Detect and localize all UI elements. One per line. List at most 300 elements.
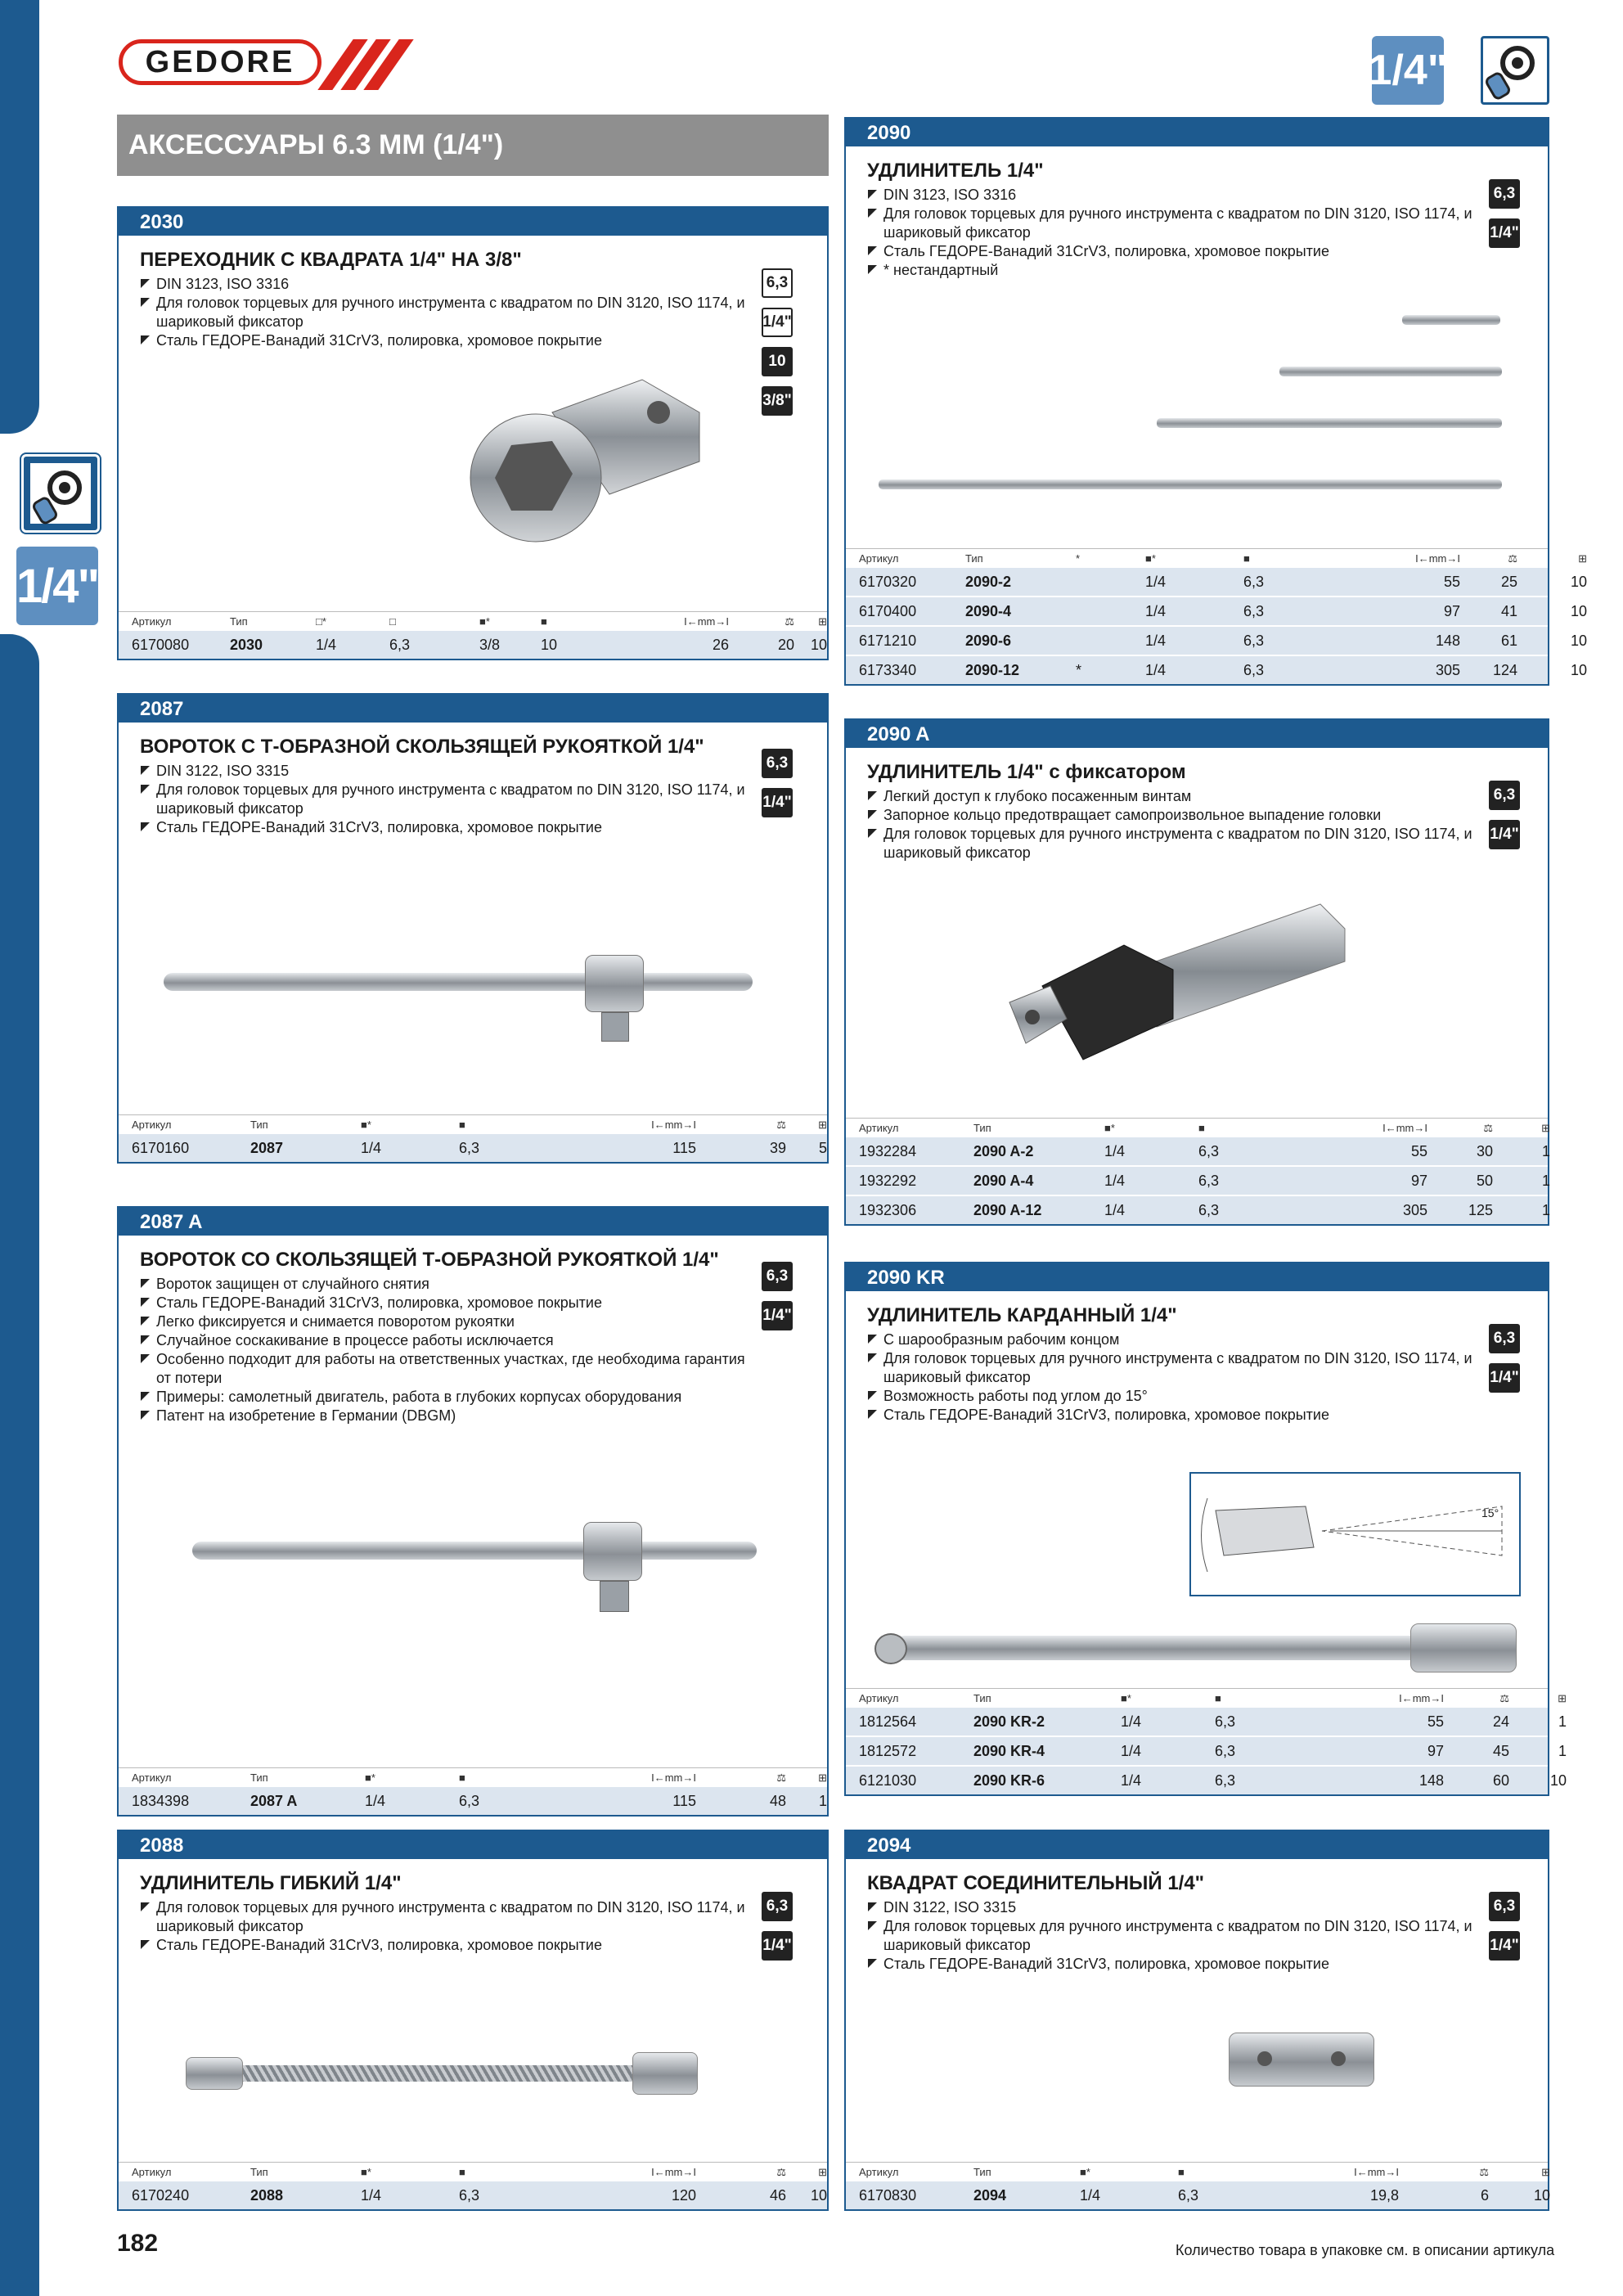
feature-item: Вороток защищен от случайного снятия bbox=[140, 1275, 762, 1294]
badge-6-3: 6,3 bbox=[1489, 1324, 1520, 1353]
table-cell: 10 bbox=[1570, 632, 1587, 649]
ball-end bbox=[874, 1633, 907, 1664]
product-code: 2090 KR bbox=[846, 1263, 1548, 1291]
table-header-cell: ■ bbox=[1198, 1122, 1205, 1134]
product-code: 2087 A bbox=[119, 1208, 827, 1236]
table-header-cell: ■* bbox=[365, 1772, 375, 1784]
table-cell: 6170830 bbox=[859, 2186, 917, 2204]
extension-bar-image bbox=[879, 479, 1502, 489]
product-card-2090 bbox=[844, 117, 1587, 686]
table-header-cell: I←mm→I bbox=[1415, 552, 1460, 565]
table-row bbox=[846, 596, 1587, 625]
table-header-cell: ■* bbox=[1145, 552, 1156, 565]
table-cell: 55 bbox=[1427, 1713, 1444, 1730]
feature-item: Для головок торцевых для ручного инструмента с квадратом по DIN 3120, ISO 1174, и шариковый фиксатор bbox=[140, 781, 762, 818]
table-cell: 2088 bbox=[250, 2186, 284, 2204]
table-cell: 2090-12 bbox=[965, 661, 1020, 678]
product-card-2090kr bbox=[844, 1262, 1567, 1796]
side-band-top bbox=[0, 0, 39, 434]
table-cell: 2030 bbox=[230, 636, 263, 653]
ratchet-icon bbox=[1481, 36, 1549, 105]
table-header-cell: ■ bbox=[1178, 2166, 1185, 2178]
table-cell: 6170160 bbox=[132, 1139, 190, 1156]
spec-badges bbox=[1489, 1892, 1520, 1961]
table-header-cell: Артикул bbox=[132, 1772, 172, 1784]
table-cell: 10 bbox=[1549, 1772, 1567, 1789]
feature-item: Особенно подходит для работы на ответственных участках, где необходима гарантия от потери bbox=[140, 1350, 762, 1388]
spec-table bbox=[846, 2162, 1548, 2209]
table-header-cell: ⚖ bbox=[776, 1772, 786, 1784]
table-cell: 25 bbox=[1500, 573, 1517, 590]
table-header-cell: Тип bbox=[250, 1772, 268, 1784]
table-cell: 1/4 bbox=[316, 636, 337, 653]
table-cell: 50 bbox=[1476, 1172, 1493, 1189]
t-handle-square bbox=[601, 1012, 629, 1042]
feature-list bbox=[867, 186, 1489, 280]
badge-1-4: 1/4" bbox=[1489, 1931, 1520, 1961]
feature-item: Случайное соскакивание в процессе работы исключается bbox=[140, 1331, 762, 1350]
feature-list bbox=[140, 1275, 762, 1425]
table-cell: 41 bbox=[1500, 602, 1517, 619]
feature-list bbox=[867, 787, 1489, 862]
table-cell: 6121030 bbox=[859, 1772, 917, 1789]
table-row bbox=[846, 1706, 1567, 1736]
table-cell: 1834398 bbox=[132, 1792, 190, 1809]
table-header-cell: ⊞ bbox=[818, 1772, 827, 1784]
table-header bbox=[119, 1767, 827, 1785]
table-cell: 1812572 bbox=[859, 1742, 917, 1759]
table-cell: 46 bbox=[769, 2186, 786, 2204]
table-header-cell: * bbox=[1076, 552, 1081, 565]
feature-item: * нестандартный bbox=[867, 261, 1489, 280]
badge-6-3: 6,3 bbox=[1489, 781, 1520, 810]
table-cell: 1/4 bbox=[1080, 2186, 1101, 2204]
table-cell: 6 bbox=[1480, 2186, 1489, 2204]
table-cell: 6,3 bbox=[459, 1139, 480, 1156]
table-cell: 6,3 bbox=[1243, 632, 1265, 649]
product-title: ПЕРЕХОДНИК С КВАДРАТА 1/4" НА 3/8" bbox=[140, 249, 522, 271]
badge-1-4: 1/4" bbox=[1489, 820, 1520, 849]
ratchet-icon bbox=[21, 454, 100, 533]
table-row bbox=[846, 1736, 1567, 1765]
table-cell: 1812564 bbox=[859, 1713, 917, 1730]
col-drive-in: □* bbox=[316, 615, 326, 628]
table-header-cell: Тип bbox=[973, 1122, 991, 1134]
feature-item: Сталь ГЕДОРЕ-Ванадий 31CrV3, полировка, хромовое покрытие bbox=[140, 331, 762, 350]
spec-badges bbox=[762, 1262, 793, 1330]
table-cell: 6170320 bbox=[859, 573, 917, 590]
table-cell: 305 bbox=[1402, 1201, 1427, 1218]
table-header-cell: ⚖ bbox=[1499, 1692, 1509, 1704]
table-cell: 6,3 bbox=[1198, 1172, 1220, 1189]
table-cell: 1 bbox=[1541, 1201, 1550, 1218]
table-cell: 6,3 bbox=[1198, 1201, 1220, 1218]
table-header-cell: ⊞ bbox=[1541, 1122, 1550, 1134]
table-cell: 2090 A-4 bbox=[973, 1172, 1034, 1189]
spec-table bbox=[119, 611, 827, 659]
table-row bbox=[846, 566, 1587, 596]
table-header bbox=[119, 2162, 827, 2180]
t-handle-image bbox=[192, 1542, 757, 1560]
table-header-cell: ⚖ bbox=[1479, 2166, 1489, 2178]
table-header-cell: Артикул bbox=[132, 2166, 172, 2178]
table-cell: 6,3 bbox=[1198, 1142, 1220, 1159]
table-header-cell: ⚖ bbox=[776, 1119, 786, 1131]
feature-item: Сталь ГЕДОРЕ-Ванадий 31CrV3, полировка, хромовое покрытие bbox=[867, 1406, 1489, 1425]
feature-item: DIN 3122, ISO 3315 bbox=[140, 762, 762, 781]
table-cell: 115 bbox=[672, 1792, 696, 1809]
feature-item: Для головок торцевых для ручного инструмента с квадратом по DIN 3120, ISO 1174, и шариковый фиксатор bbox=[140, 294, 762, 331]
col-type: Тип bbox=[230, 615, 248, 628]
adapter-image bbox=[462, 363, 724, 551]
table-header-cell: Артикул bbox=[859, 552, 899, 565]
table-cell: 6,3 bbox=[1243, 602, 1265, 619]
table-cell: 1 bbox=[1541, 1142, 1550, 1159]
table-header-cell: I←mm→I bbox=[1382, 1122, 1427, 1134]
hole bbox=[1257, 2051, 1272, 2066]
table-row bbox=[119, 1785, 827, 1815]
side-band-bottom bbox=[0, 634, 39, 2296]
feature-item: Возможность работы под углом до 15° bbox=[867, 1387, 1489, 1406]
feature-item: Для головок торцевых для ручного инструмента с квадратом по DIN 3120, ISO 1174, и шариковый фиксатор bbox=[867, 1917, 1489, 1955]
table-header-cell: Артикул bbox=[859, 1692, 899, 1704]
product-code: 2090 bbox=[846, 119, 1548, 146]
table-header-cell: ⚖ bbox=[1508, 552, 1517, 565]
table-cell: 20 bbox=[777, 636, 794, 653]
feature-list bbox=[140, 1898, 762, 1955]
table-cell: 6,3 bbox=[459, 2186, 480, 2204]
flexible-end-left bbox=[186, 2057, 243, 2090]
spec-table bbox=[846, 548, 1587, 684]
table-header-cell: ⊞ bbox=[1578, 552, 1587, 565]
table-cell: 2090 KR-2 bbox=[973, 1713, 1045, 1730]
table-cell: 55 bbox=[1443, 573, 1460, 590]
flexible-shaft-image bbox=[221, 2065, 663, 2082]
footer-note: Количество товара в упаковке см. в описании артикула bbox=[1176, 2242, 1555, 2258]
table-cell: 2090 KR-4 bbox=[973, 1742, 1045, 1759]
table-row bbox=[846, 625, 1587, 655]
badge-1-4: 1/4" bbox=[1489, 1363, 1520, 1393]
section-banner: АКСЕССУАРЫ 6.3 ММ (1/4") bbox=[117, 115, 829, 176]
product-title: ВОРОТОК СО СКОЛЬЗЯЩЕЙ Т-ОБРАЗНОЙ РУКОЯТКОЙ 1/4" bbox=[140, 1249, 719, 1271]
table-header-cell: ■* bbox=[1104, 1122, 1115, 1134]
feature-item: DIN 3123, ISO 3316 bbox=[140, 275, 762, 294]
table-cell: 124 bbox=[1492, 661, 1517, 678]
table-header-cell: ⊞ bbox=[1558, 1692, 1567, 1704]
badge-6-3: 6,3 bbox=[762, 1262, 793, 1291]
page-number: 182 bbox=[117, 2230, 159, 2257]
table-cell: 305 bbox=[1435, 661, 1460, 678]
product-card-2090a bbox=[844, 718, 1549, 1226]
table-header-cell: Артикул bbox=[859, 2166, 899, 2178]
table-header-cell: ■ bbox=[459, 1119, 465, 1131]
table-cell: 3/8 bbox=[479, 636, 501, 653]
product-code: 2094 bbox=[846, 1831, 1548, 1859]
table-header-cell: ⊞ bbox=[1541, 2166, 1550, 2178]
table-cell: 6170400 bbox=[859, 602, 917, 619]
table-cell: 1/4 bbox=[1104, 1142, 1126, 1159]
table-cell: 30 bbox=[1476, 1142, 1493, 1159]
extension-socket-end bbox=[1410, 1623, 1517, 1672]
hole bbox=[1331, 2051, 1346, 2066]
feature-item: Сталь ГЕДОРЕ-Ванадий 31CrV3, полировка, хромовое покрытие bbox=[140, 1294, 762, 1312]
table-cell: 24 bbox=[1492, 1713, 1509, 1730]
table-header bbox=[846, 1118, 1548, 1136]
table-cell: 10 bbox=[1570, 602, 1587, 619]
feature-item: Сталь ГЕДОРЕ-Ванадий 31CrV3, полировка, хромовое покрытие bbox=[140, 818, 762, 837]
table-header-cell: Тип bbox=[965, 552, 983, 565]
feature-item: С шарообразным рабочим концом bbox=[867, 1330, 1489, 1349]
t-handle-slider bbox=[583, 1522, 642, 1581]
table-header-cell: I←mm→I bbox=[651, 2166, 696, 2178]
table-cell: 10 bbox=[1533, 2186, 1550, 2204]
product-title: УДЛИНИТЕЛЬ 1/4" с фиксатором bbox=[867, 761, 1186, 783]
extension-bar-image bbox=[1402, 315, 1500, 325]
table-cell: 120 bbox=[671, 2186, 696, 2204]
feature-item: Легкий доступ к глубоко посаженным винтам bbox=[867, 787, 1489, 806]
connector-square-image bbox=[1229, 2033, 1374, 2087]
product-title: УДЛИНИТЕЛЬ ГИБКИЙ 1/4" bbox=[140, 1872, 402, 1894]
table-cell: 1/4 bbox=[1121, 1742, 1142, 1759]
table-cell: * bbox=[1076, 661, 1082, 678]
extension-bar-image bbox=[1279, 367, 1502, 376]
table-header bbox=[846, 548, 1587, 566]
feature-item: Сталь ГЕДОРЕ-Ванадий 31CrV3, полировка, хромовое покрытие bbox=[140, 1936, 762, 1955]
feature-item: Для головок торцевых для ручного инструмента с квадратом по DIN 3120, ISO 1174, и шариковый фиксатор bbox=[867, 825, 1489, 862]
badge-1-4: 1/4" bbox=[1489, 218, 1520, 248]
table-cell: 10 bbox=[1570, 661, 1587, 678]
feature-item: DIN 3122, ISO 3315 bbox=[867, 1898, 1489, 1917]
spec-table bbox=[119, 1114, 827, 1162]
table-cell: 48 bbox=[769, 1792, 786, 1809]
badge-1-4: 1/4" bbox=[762, 1931, 793, 1961]
angle-diagram bbox=[1189, 1472, 1521, 1596]
table-header-cell: Тип bbox=[250, 1119, 268, 1131]
feature-list bbox=[140, 275, 762, 350]
product-code: 2030 bbox=[119, 208, 827, 236]
table-cell: 2090 KR-6 bbox=[973, 1772, 1045, 1789]
table-row bbox=[846, 655, 1587, 684]
table-header-cell: ■ bbox=[459, 2166, 465, 2178]
table-cell: 39 bbox=[769, 1139, 786, 1156]
table-header-cell: ■ bbox=[1215, 1692, 1221, 1704]
product-card-2087a bbox=[117, 1206, 829, 1817]
table-cell: 1 bbox=[1541, 1172, 1550, 1189]
table-cell: 1/4 bbox=[1121, 1772, 1142, 1789]
badge-1-4: 1/4" bbox=[762, 788, 793, 817]
table-cell: 1/4 bbox=[361, 2186, 382, 2204]
table-cell: 6,3 bbox=[1215, 1742, 1236, 1759]
table-cell: 6170080 bbox=[132, 636, 190, 653]
table-cell: 19,8 bbox=[1369, 2186, 1399, 2204]
t-handle-image bbox=[164, 973, 753, 991]
feature-item: Сталь ГЕДОРЕ-Ванадий 31CrV3, полировка, хромовое покрытие bbox=[867, 1955, 1489, 1974]
table-header-cell: ■ bbox=[459, 1772, 465, 1784]
table-cell: 1932306 bbox=[859, 1201, 917, 1218]
table-cell: 10 bbox=[1570, 573, 1587, 590]
table-row bbox=[846, 1165, 1548, 1195]
table-cell: 2090 A-2 bbox=[973, 1142, 1034, 1159]
flexible-end-right bbox=[632, 2052, 698, 2095]
table-row bbox=[119, 1132, 827, 1162]
col-drive-out: ■* bbox=[479, 615, 490, 628]
extension-bar-image bbox=[1157, 418, 1502, 428]
product-code: 2087 bbox=[119, 695, 827, 723]
table-header-cell: ⚖ bbox=[1483, 1122, 1493, 1134]
table-cell: 2090-6 bbox=[965, 632, 1012, 649]
angle-label: 15° bbox=[1481, 1506, 1499, 1519]
table-row bbox=[846, 2180, 1548, 2209]
table-header-cell: ■ bbox=[1243, 552, 1250, 565]
product-card-2087 bbox=[117, 693, 829, 1164]
col-length: I←mm→I bbox=[684, 615, 729, 628]
spec-badges bbox=[762, 1892, 793, 1961]
feature-item: Легко фиксируется и снимается поворотом рукоятки bbox=[140, 1312, 762, 1331]
table-header-cell: Артикул bbox=[132, 1119, 172, 1131]
table-cell: 45 bbox=[1492, 1742, 1509, 1759]
brand-logo: GEDORE bbox=[119, 39, 321, 85]
table-header bbox=[119, 1114, 827, 1132]
table-cell: 148 bbox=[1435, 632, 1460, 649]
table-cell: 2090-2 bbox=[965, 573, 1012, 590]
t-handle-square bbox=[600, 1581, 629, 1612]
table-cell: 5 bbox=[818, 1139, 827, 1156]
spec-badges bbox=[762, 749, 793, 817]
table-header-cell: I←mm→I bbox=[651, 1119, 696, 1131]
table-cell: 1 bbox=[1558, 1713, 1567, 1730]
table-row bbox=[846, 1136, 1548, 1165]
spec-badges bbox=[1489, 179, 1520, 248]
table-row bbox=[846, 1765, 1567, 1794]
table-cell: 1 bbox=[1558, 1742, 1567, 1759]
table-cell: 115 bbox=[672, 1139, 696, 1156]
badge-1-4: 1/4" bbox=[762, 308, 793, 337]
table-header-cell: ⊞ bbox=[818, 1119, 827, 1131]
feature-item: Для головок торцевых для ручного инструмента с квадратом по DIN 3120, ISO 1174, и шариковый фиксатор bbox=[867, 1349, 1489, 1387]
table-cell: 1932284 bbox=[859, 1142, 917, 1159]
feature-list bbox=[140, 762, 762, 837]
table-header bbox=[119, 611, 827, 629]
table-cell: 1/4 bbox=[1145, 632, 1167, 649]
table-header-cell: ■* bbox=[1080, 2166, 1090, 2178]
table-cell: 1/4 bbox=[1145, 602, 1167, 619]
table-cell: 2090-4 bbox=[965, 602, 1012, 619]
table-cell: 10 bbox=[810, 2186, 827, 2204]
size-badge-top: 1/4" bbox=[1372, 36, 1444, 105]
table-row bbox=[119, 2180, 827, 2209]
table-cell: 2094 bbox=[973, 2186, 1007, 2204]
table-cell: 97 bbox=[1410, 1172, 1427, 1189]
table-header-cell: ■* bbox=[361, 2166, 371, 2178]
feature-item: Сталь ГЕДОРЕ-Ванадий 31CrV3, полировка, хромовое покрытие bbox=[867, 242, 1489, 261]
feature-item: Патент на изобретение в Германии (DBGM) bbox=[140, 1407, 762, 1425]
badge-1-4: 1/4" bbox=[762, 1301, 793, 1330]
table-cell: 1/4 bbox=[1145, 573, 1167, 590]
col-mm-out: ■ bbox=[541, 615, 547, 628]
table-cell: 1/4 bbox=[1104, 1172, 1126, 1189]
size-badge-side: 1/4" bbox=[16, 547, 98, 625]
table-cell: 10 bbox=[810, 636, 827, 653]
col-weight: ⚖ bbox=[785, 615, 794, 628]
col-pack: ⊞ bbox=[818, 615, 827, 628]
table-header-cell: ■* bbox=[1121, 1692, 1131, 1704]
table-cell: 2087 A bbox=[250, 1792, 298, 1809]
table-cell: 2090 A-12 bbox=[973, 1201, 1042, 1218]
spec-table bbox=[846, 1688, 1567, 1794]
table-cell: 1932292 bbox=[859, 1172, 917, 1189]
table-cell: 6170240 bbox=[132, 2186, 190, 2204]
product-title: УДЛИНИТЕЛЬ 1/4" bbox=[867, 160, 1044, 182]
table-cell: 6171210 bbox=[859, 632, 917, 649]
badge-6-3: 6,3 bbox=[1489, 179, 1520, 209]
table-header-cell: Тип bbox=[973, 1692, 991, 1704]
feature-item: Запорное кольцо предотвращает самопроизвольное выпадение головки bbox=[867, 806, 1489, 825]
product-title: УДЛИНИТЕЛЬ КАРДАННЫЙ 1/4" bbox=[867, 1304, 1177, 1326]
col-article: Артикул bbox=[132, 615, 172, 628]
badge-6-3: 6,3 bbox=[762, 749, 793, 778]
table-cell: 6,3 bbox=[1215, 1713, 1236, 1730]
feature-item: Примеры: самолетный двигатель, работа в глубоких корпусах оборудования bbox=[140, 1388, 762, 1407]
table-cell: 148 bbox=[1418, 1772, 1444, 1789]
table-cell: 6,3 bbox=[459, 1792, 480, 1809]
table-cell: 61 bbox=[1500, 632, 1517, 649]
table-cell: 6,3 bbox=[1243, 573, 1265, 590]
feature-list bbox=[867, 1898, 1489, 1974]
table-cell: 6173340 bbox=[859, 661, 917, 678]
col-mm-in: □ bbox=[389, 615, 396, 628]
product-title: КВАДРАТ СОЕДИНИТЕЛЬНЫЙ 1/4" bbox=[867, 1872, 1205, 1894]
table-header-cell: ⚖ bbox=[776, 2166, 786, 2178]
table-cell: 97 bbox=[1427, 1742, 1444, 1759]
badge-6-3: 6,3 bbox=[762, 1892, 793, 1921]
spec-badges bbox=[762, 268, 793, 416]
table-row bbox=[846, 1195, 1548, 1224]
table-cell: 26 bbox=[712, 636, 729, 653]
badge-6-3: 6,3 bbox=[762, 268, 793, 298]
table-cell: 10 bbox=[541, 636, 558, 653]
table-cell: 125 bbox=[1468, 1201, 1493, 1218]
feature-item: DIN 3123, ISO 3316 bbox=[867, 186, 1489, 205]
table-cell: 55 bbox=[1410, 1142, 1427, 1159]
table-cell: 1/4 bbox=[1121, 1713, 1142, 1730]
table-header-cell: I←mm→I bbox=[651, 1772, 696, 1784]
table-header-cell: Тип bbox=[973, 2166, 991, 2178]
feature-list bbox=[867, 1330, 1489, 1425]
spec-table bbox=[119, 2162, 827, 2209]
product-card-2088 bbox=[117, 1830, 829, 2211]
product-code: 2088 bbox=[119, 1831, 827, 1859]
table-cell: 1/4 bbox=[1145, 661, 1167, 678]
table-cell: 6,3 bbox=[389, 636, 411, 653]
table-cell: 6,3 bbox=[1178, 2186, 1199, 2204]
badge-6-3: 6,3 bbox=[1489, 1892, 1520, 1921]
product-title: ВОРОТОК С Т-ОБРАЗНОЙ СКОЛЬЗЯЩЕЙ РУКОЯТКОЙ 1/4" bbox=[140, 736, 704, 758]
table-cell: 2087 bbox=[250, 1139, 284, 1156]
table-cell: 97 bbox=[1443, 602, 1460, 619]
table-cell: 1/4 bbox=[361, 1139, 382, 1156]
table-row bbox=[119, 629, 827, 659]
spec-badges bbox=[1489, 781, 1520, 849]
feature-item: Для головок торцевых для ручного инструмента с квадратом по DIN 3120, ISO 1174, и шариковый фиксатор bbox=[867, 205, 1489, 242]
spec-table bbox=[846, 1118, 1548, 1224]
table-cell: 6,3 bbox=[1215, 1772, 1236, 1789]
table-header bbox=[846, 1688, 1567, 1706]
table-header bbox=[846, 2162, 1548, 2180]
badge-10: 10 bbox=[762, 347, 793, 376]
table-header-cell: Артикул bbox=[859, 1122, 899, 1134]
table-header-cell: I←mm→I bbox=[1399, 1692, 1444, 1704]
table-cell: 1 bbox=[818, 1792, 827, 1809]
